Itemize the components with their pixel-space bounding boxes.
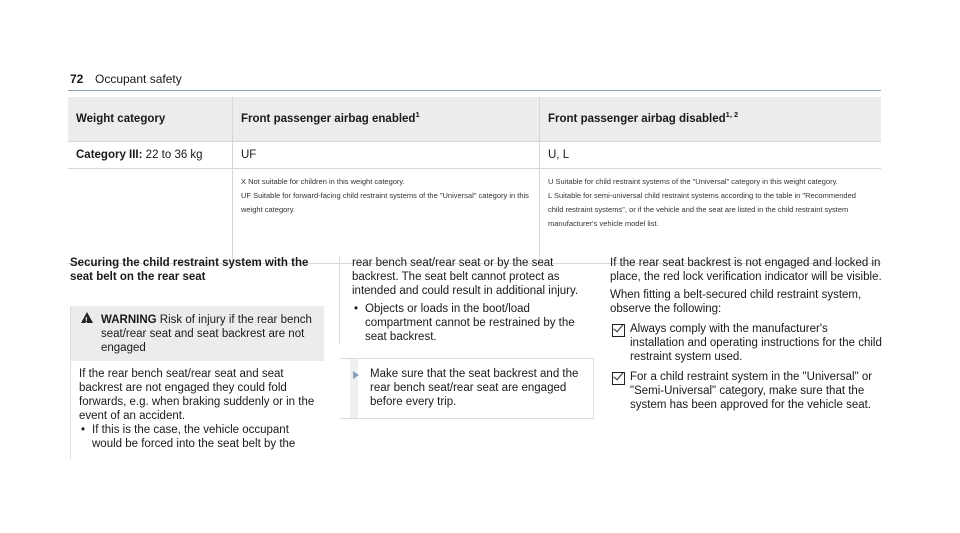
checkbox-check-icon xyxy=(612,372,625,385)
table-header-row xyxy=(68,97,881,142)
warning-header xyxy=(71,306,324,361)
column-3 xyxy=(610,256,882,412)
paragraph: If the rear seat backrest is not engaged and locked in place, the red lock verification indicator will be visible. xyxy=(610,257,882,283)
warning-body xyxy=(71,361,324,459)
weight-category-table xyxy=(68,97,881,264)
warning-paragraph: If the rear bench seat/rear seat and seat backrest are not engaged they could fold forwards, e.g. when braking suddenly or in the event of an accident. xyxy=(79,368,315,422)
cell-enabled: UF xyxy=(233,142,540,169)
checklist-item: For a child restraint system in the "Universal" or "Semi-Universal" category, make sure that the system has been approved for the vehicle seat. xyxy=(610,370,882,412)
warning-text: Risk of injury if the rear bench seat/rear seat and seat backrest are not engaged xyxy=(101,314,312,354)
warning-triangle-icon: ! xyxy=(81,312,93,323)
column-2 xyxy=(340,256,594,419)
header-rule xyxy=(68,90,881,91)
col-header-enabled: Front passenger airbag enabled$^1$ xyxy=(233,97,540,142)
cell-category: Category III: 22 to 36 kg xyxy=(68,142,233,169)
list-item: • If this is the case, the vehicle occupant would be forced into the seat belt by the xyxy=(79,423,318,451)
warning-label: WARNING xyxy=(101,314,157,326)
cell-notes-disabled: U Suitable for child restraint systems of the "Universal" category in this weight category. L Suitable for semi-universal child restraint systems according to the table in "Recommended child restraint systems", or if the vehicle and the seat are listed in the child restraint system manufacturer's vehicle model list. xyxy=(540,169,882,264)
checklist-item: Always comply with the manufacturer's installation and operating instructions for the child restraint system used. xyxy=(610,322,882,364)
arrow-right-icon xyxy=(353,371,359,379)
note-bar xyxy=(350,359,358,418)
continuation-text: rear bench seat/rear seat or by the seat backrest. The seat belt cannot protect as intended and could result in additional injury. xyxy=(352,257,579,297)
col-header-weight: Weight category xyxy=(68,97,233,142)
table-notes-row xyxy=(68,169,881,264)
table-row xyxy=(68,142,881,169)
page-number: 72 xyxy=(70,72,84,86)
note-text: Make sure that the seat backrest and the rear bench seat/rear seat are engaged before every trip. xyxy=(370,368,579,408)
cell-disabled: U, L xyxy=(540,142,882,169)
paragraph: When fitting a belt-secured child restraint system, observe the following: xyxy=(610,289,862,315)
section-heading: Securing the child restraint system with the seat belt on the rear seat xyxy=(70,257,309,283)
warning-continuation xyxy=(339,256,594,344)
cell-notes-empty xyxy=(68,169,233,264)
cell-notes-enabled: X Not suitable for children in this weight category. UF Suitable for forward-facing child restraint systems of the "Universal" category in this weight category. xyxy=(233,169,540,264)
col-header-disabled: Front passenger airbag disabled$^{1, 2}$ xyxy=(540,97,882,142)
section-title: Occupant safety xyxy=(95,72,182,86)
column-1 xyxy=(70,256,324,459)
list-item: • Objects or loads in the boot/load compartment cannot be restrained by the seat backrest. xyxy=(352,302,594,344)
warning-box xyxy=(70,306,324,459)
checkbox-check-icon xyxy=(612,324,625,337)
note-box xyxy=(340,358,594,419)
